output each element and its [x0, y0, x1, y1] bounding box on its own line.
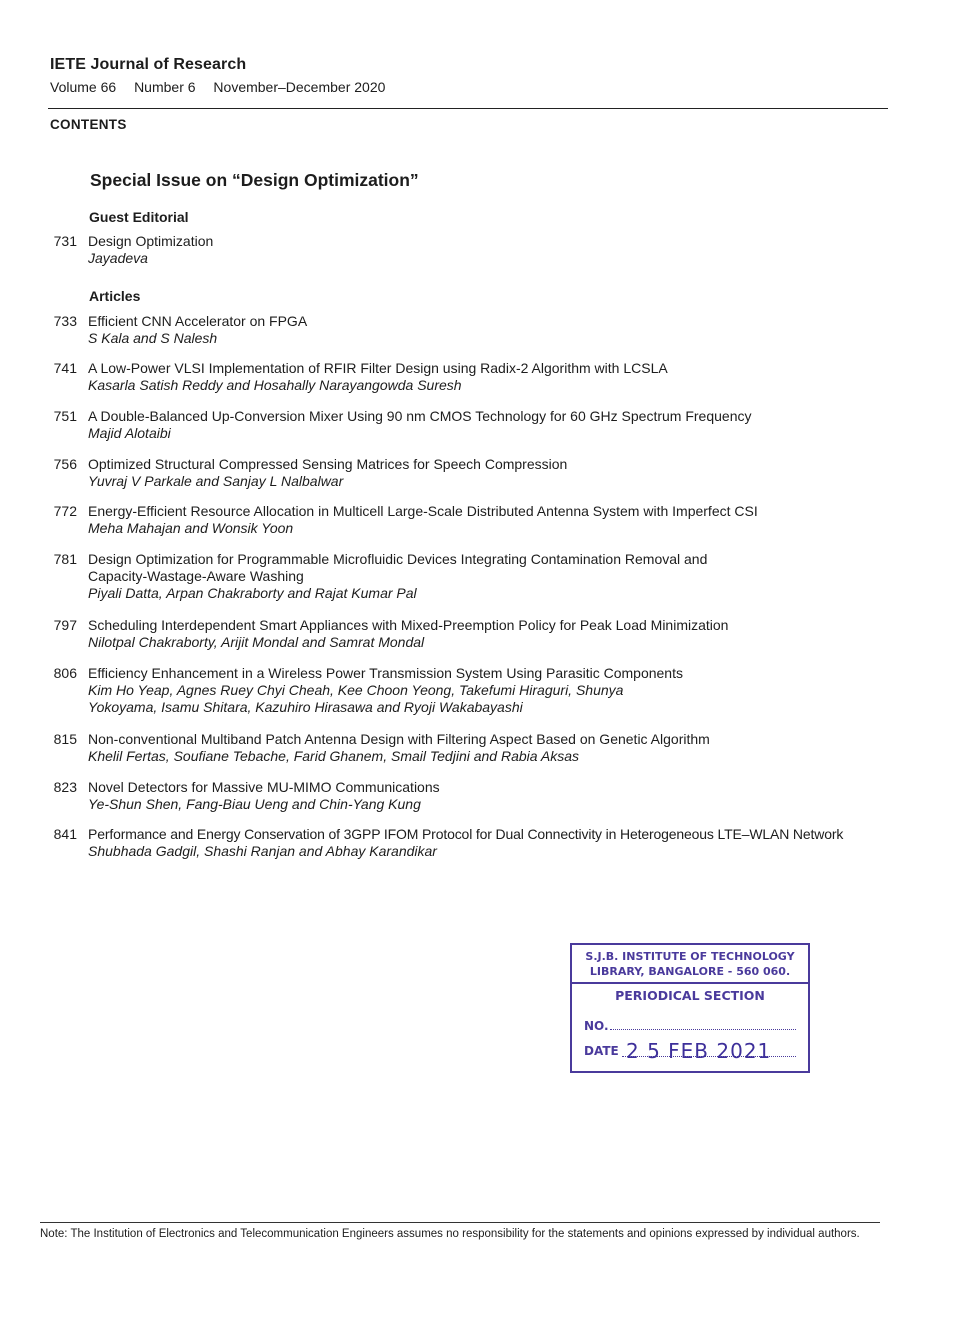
contents-label: CONTENTS [50, 117, 127, 132]
page-number: 731 [53, 233, 77, 249]
issue-number: Number 6 [134, 79, 196, 95]
toc-entry [40, 313, 890, 347]
entry-authors: Jayadeva [88, 250, 148, 266]
page-number: 733 [53, 313, 77, 329]
toc-entry [40, 503, 890, 537]
entry-authors: Kim Ho Yeap, Agnes Ruey Chyi Cheah, Kee Choon Yeong, Takefumi Hiraguri, Shunya Yokoyama, Isamu Shitara, Kazuhiro Hirasawa and Ryoji Wakabayashi [88, 682, 624, 715]
entry-title: Energy-Efficient Resource Allocation in Multicell Large-Scale Distributed Antenna System with Imperfect CSI [88, 503, 758, 519]
entry-title: Efficient CNN Accelerator on FPGA [88, 313, 308, 329]
library-stamp [570, 943, 810, 1073]
stamp-section: PERIODICAL SECTION [615, 988, 765, 1003]
entry-authors: Ye-Shun Shen, Fang-Biau Ueng and Chin-Yang Kung [88, 796, 421, 812]
entry-authors: Khelil Fertas, Soufiane Tebache, Farid Ghanem, Smail Tedjini and Rabia Aksas [88, 748, 580, 764]
entry-title: Optimized Structural Compressed Sensing Matrices for Speech Compression [88, 456, 568, 472]
special-issue-title: Special Issue on “Design Optimization” [90, 170, 419, 190]
entry-title: Scheduling Interdependent Smart Appliances with Mixed-Preemption Policy for Peak Load Minimization [88, 617, 729, 633]
page-number: 806 [53, 665, 77, 681]
stamp-divider [572, 982, 808, 984]
page-number: 823 [53, 779, 77, 795]
entry-title: Novel Detectors for Massive MU-MIMO Communications [88, 779, 440, 795]
page-number: 815 [53, 731, 77, 747]
entry-title: Efficiency Enhancement in a Wireless Power Transmission System Using Parasitic Components [88, 665, 683, 681]
toc-entry [40, 779, 890, 813]
entry-authors: Nilotpal Chakraborty, Arijit Mondal and Samrat Mondal [88, 634, 425, 650]
stamp-no-label: NO. [584, 1019, 609, 1033]
entry-title: A Double-Balanced Up-Conversion Mixer Using 90 nm CMOS Technology for 60 GHz Spectrum Frequency [88, 408, 752, 424]
entry-title: Performance and Energy Conservation of 3GPP IFOM Protocol for Dual Connectivity in Heterogeneous LTE–WLAN Network [88, 826, 844, 842]
entry-title: Design Optimization [88, 233, 214, 249]
guest-editorial-heading: Guest Editorial [89, 209, 189, 225]
page-number: 741 [53, 360, 77, 376]
entry-title: A Low-Power VLSI Implementation of RFIR Filter Design using Radix-2 Algorithm with LCSLA [88, 360, 668, 376]
issue-info [50, 79, 399, 95]
header-rule [48, 108, 888, 109]
stamp-library: LIBRARY, BANGALORE - 560 060. [589, 965, 791, 978]
entry-title: Non-conventional Multiband Patch Antenna Design with Filtering Aspect Based on Genetic Algorithm [88, 731, 710, 747]
entry-authors: Meha Mahajan and Wonsik Yoon [88, 520, 294, 536]
issue-period: November–December 2020 [213, 79, 386, 95]
toc-entry [40, 731, 890, 765]
toc-entry [40, 456, 890, 490]
toc-entry [40, 826, 890, 860]
page-number: 797 [53, 617, 77, 633]
volume: Volume 66 [50, 79, 117, 95]
footer-note: Note: The Institution of Electronics and Telecommunication Engineers assumes no responsibility for the statements and opinions expressed by individual authors. [40, 1228, 860, 1240]
entry-authors: Kasarla Satish Reddy and Hosahally Narayangowda Suresh [88, 377, 462, 393]
entry-authors: Shubhada Gadgil, Shashi Ranjan and Abhay Karandikar [88, 843, 437, 859]
articles-heading: Articles [89, 288, 141, 304]
entry-authors: Piyali Datta, Arpan Chakraborty and Rajat Kumar Pal [88, 585, 417, 601]
page-number: 841 [53, 826, 77, 842]
page-number: 751 [53, 408, 77, 424]
entry-title: Design Optimization for Programmable Microfluidic Devices Integrating Contamination Removal and Capacity-Wastage-Aware Washing [88, 551, 708, 584]
toc-entry [40, 617, 890, 651]
toc-entry-guest-editorial [40, 233, 890, 267]
page-number: 781 [53, 551, 77, 567]
page-number: 772 [53, 503, 77, 519]
toc-entry [40, 408, 890, 442]
journal-title: IETE Journal of Research [50, 56, 247, 73]
stamp-date-label: DATE [584, 1044, 619, 1058]
toc-entry [40, 360, 890, 394]
stamp-no-line [610, 1029, 796, 1030]
stamp-date-value: 2 5 FEB 2021 [626, 1039, 772, 1063]
entry-authors: Majid Alotaibi [88, 425, 171, 441]
stamp-institute: S.J.B. INSTITUTE OF TECHNOLOGY [585, 950, 795, 963]
entry-authors: S Kala and S Nalesh [88, 330, 218, 346]
page-number: 756 [53, 456, 77, 472]
toc-entry [40, 665, 890, 716]
entry-authors: Yuvraj V Parkale and Sanjay L Nalbalwar [88, 473, 344, 489]
toc-entry [40, 551, 890, 602]
footer-rule [40, 1222, 880, 1223]
